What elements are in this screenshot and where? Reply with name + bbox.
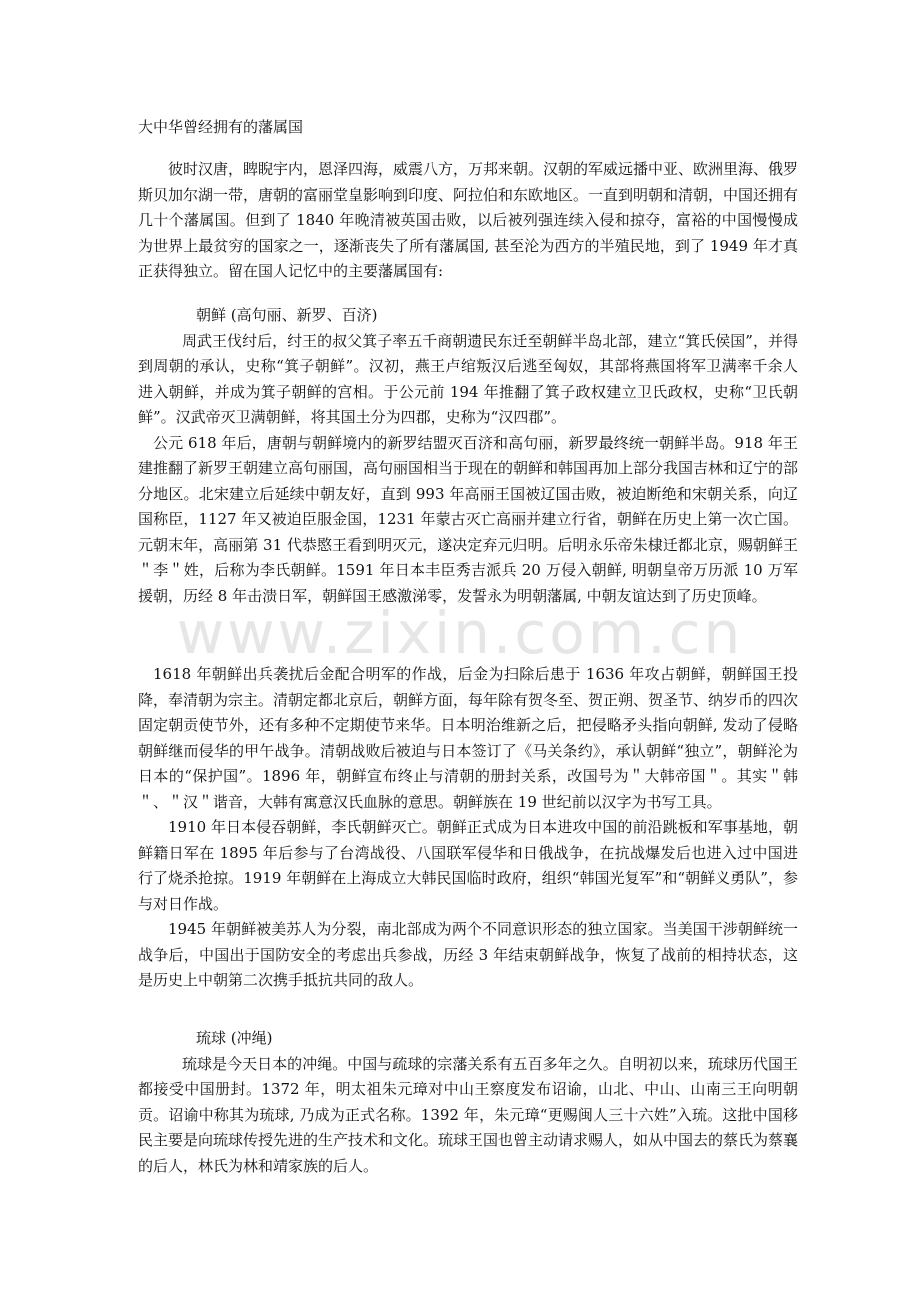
paragraph: 琉球是今天日本的冲绳。中国与疏球的宗藩关系有五百多年之久。自明初以来，琉球历代国王都接受中国册封。1372 年，明太祖朱元璋对中山王察度发布诏谕，山北、中山、山南三王向明朝贡。诏谕中称其为琉球, 乃成为正式名称。1392 年，朱元璋“更赐闽人三十六姓”入琉。这批中国移民主要是向琉球传授先进的生产技术和文化。琉球王国也曾主动请求赐人，如从中国去的蔡氏为蔡襄的后人，林氏为林和靖家族的后人。 bbox=[138, 1054, 799, 1175]
paragraph: 1945 年朝鲜被美苏人为分裂，南北部成为两个不同意识形态的独立国家。当美国干涉朝鲜统一战争后，中国出于国防安全的考虑出兵参战，历经 3 年结束朝鲜战争，恢复了战前的相持状态，这是历史上中朝第二次携手抵抗共同的敌人。 bbox=[138, 920, 798, 989]
intro-block bbox=[138, 157, 798, 285]
section-korea-block-1 bbox=[138, 303, 798, 609]
section-heading-ryukyu: 琉球 (冲绳) bbox=[196, 1029, 273, 1047]
document-title: 大中华曾经拥有的藩属国 bbox=[138, 118, 304, 136]
paragraph: 公元 618 年后，唐朝与朝鲜境内的新罗结盟灭百济和高句丽，新罗最终统一朝鲜半岛。918 年王建推翻了新罗王朝建立高句丽国，高句丽国相当于现在的朝鲜和韩国再加上部分我国吉林和辽宁的部分地区。北宋建立后延续中朝友好，直到 993 年高丽王国被辽国击败，被迫断绝和宋朝关系，向辽国称臣，1127 年又被迫臣服金国，1231 年蒙古灭亡高丽并建立行省，朝鲜在历史上第一次亡国。元朝末年，高丽第 31 代恭愍王看到明灭元，遂决定弃元归明。后明永乐帝朱棣迁都北京，赐朝鲜王＂李＂姓，后称为李氏朝鲜。1591 年日本丰臣秀吉派兵 20 万侵入朝鲜, 明朝皇帝万历派 10 万军援朝，历经 8 年击溃日军，朝鲜国王感激涕零，发誓永为明朝藩属, 中朝友谊达到了历史顶峰。 bbox=[138, 433, 799, 605]
section-heading-korea: 朝鲜 (高句丽、新罗、百济) bbox=[196, 306, 378, 324]
intro-paragraph: 彼时汉唐，睥睨宇内，恩泽四海，威震八方，万邦来朝。汉朝的军威远播中亚、欧洲里海、俄罗斯贝加尔湖一带，唐朝的富丽堂皇影响到印度、阿拉伯和东欧地区。一直到明朝和清朝，中国还拥有几十个藩属国。但到了 1840 年晚清被英国击败，以后被列强连续入侵和掠夺，富裕的中国慢慢成为世界上最贫穷的国家之一，逐渐丧失了所有藩属国, 甚至沦为西方的半殖民地，到了 1949 年才真正获得独立。留在国人记忆中的主要藩属国有: bbox=[138, 160, 799, 280]
paragraph: 1910 年日本侵吞朝鲜，李氏朝鲜灭亡。朝鲜正式成为日本进攻中国的前沿跳板和军事基地，朝鲜籍日军在 1895 年后参与了台湾战役、八国联军侵华和日俄战争，在抗战爆发后也进入过中国进行了烧杀抢掠。1919 年朝鲜在上海成立大韩民国临时政府，组织“韩国光复军”和“朝鲜义勇队”，参与对日作战。 bbox=[138, 818, 798, 913]
section-korea-block-2 bbox=[138, 662, 798, 994]
paragraph: 周武王伐纣后，纣王的叔父箕子率五千商朝遗民东迁至朝鲜半岛北部，建立“箕氏侯国”，并得到周朝的承认，史称“箕子朝鲜”。汉初，燕王卢绾叛汉后逃至匈奴，其部将燕国将军卫满率千余人进入朝鲜，并成为箕子朝鲜的宫相。于公元前 194 年推翻了箕子政权建立卫氏政权，史称“卫氏朝鲜”。汉武帝灭卫满朝鲜，将其国土分为四郡，史称为“汉四郡”。 bbox=[138, 331, 798, 426]
paragraph: 1618 年朝鲜出兵袭扰后金配合明军的作战，后金为扫除后患于 1636 年攻占朝鲜，朝鲜国王投降，奉清朝为宗主。清朝定都北京后，朝鲜方面，每年除有贺冬至、贺正朔、贺圣节、纳岁币的四次固定朝贡使节外，还有多种不定期使节来华。日本明治维新之后，把侵略矛头指向朝鲜, 发动了侵略朝鲜继而侵华的甲午战争。清朝战败后被迫与日本签订了《马关条约》，承认朝鲜“独立”，朝鲜沦为日本的“保护国”。1896 年，朝鲜宣布终止与清朝的册封关系，改国号为＂大韩帝国＂。其实＂韩＂、＂汉＂谐音，大韩有寓意汉氏血脉的意思。朝鲜族在 19 世纪前以汉字为书写工具。 bbox=[138, 665, 799, 811]
section-ryukyu-block bbox=[138, 1026, 798, 1179]
watermark: www.zixin.com.cn bbox=[176, 599, 744, 667]
